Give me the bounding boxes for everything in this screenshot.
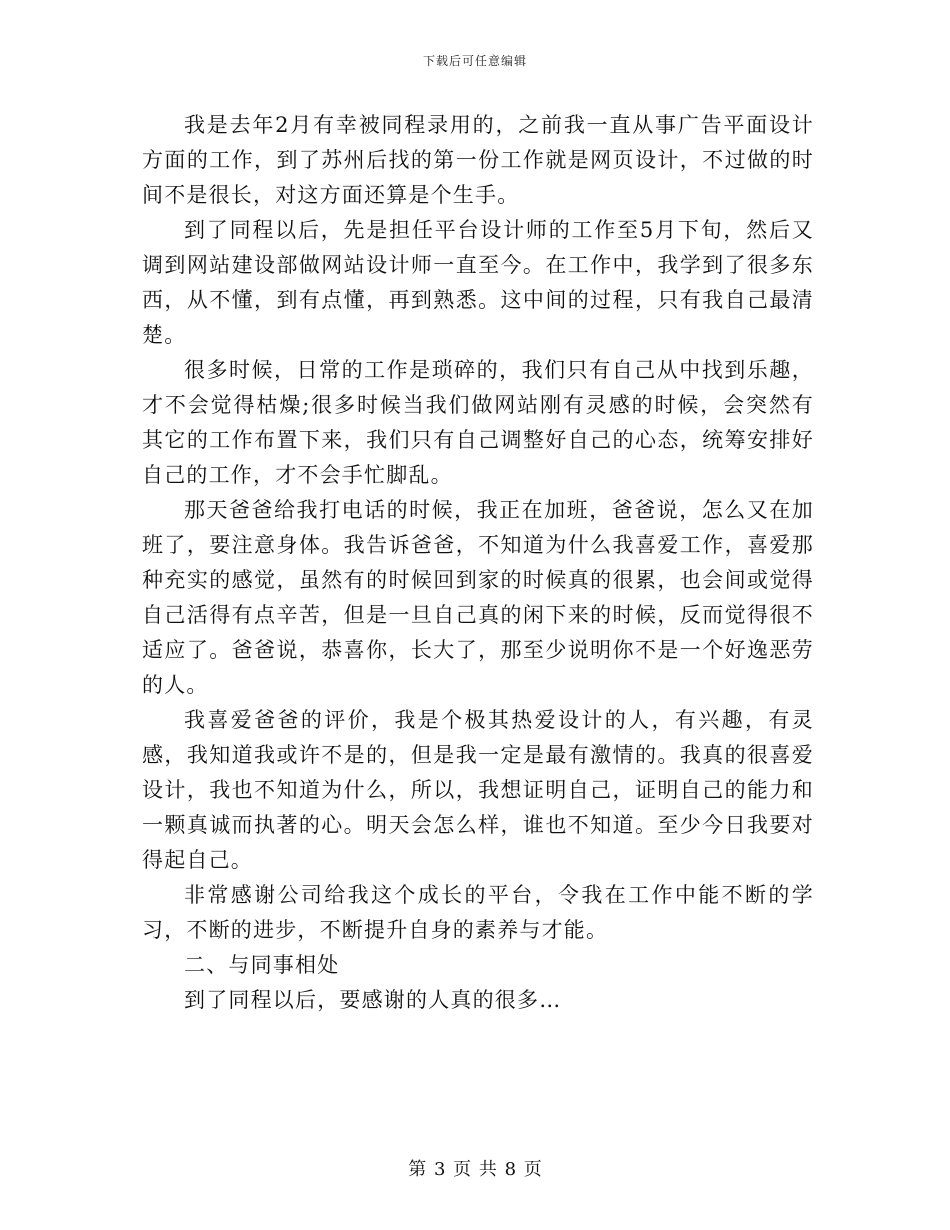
paragraph-father-call: 那天爸爸给我打电话的时候，我正在加班，爸爸说，怎么又在加班了，要注意身体。我告诉爸爸，不知道为什么我喜爱工作，喜爱那种充实的感觉，虽然有的时候回到家的时候真的很累，也会间或觉得自己活得有点辛苦，但是一旦自己真的闲下来的时候，反而觉得很不适应了。爸爸说，恭喜你，长大了，那至少说明你不是一个好逸恶劳的人。 [142,498,814,697]
paragraph-thanks: 非常感谢公司给我这个成长的平台，令我在工作中能不断的学习，不断的进步，不断提升自身的素养与才能。 [142,883,814,942]
paragraph-passion: 我喜爱爸爸的评价，我是个极其热爱设计的人，有兴趣，有灵感，我知道我或许不是的，但是我一定是最有激情的。我真的很喜爱设计，我也不知道为什么，所以，我想证明自己，证明自己的能力和一颗真诚而执著的心。明天会怎么样，谁也不知道。至少今日我要对得起自己。 [142,708,814,872]
paragraph-daily-work: 很多时候，日常的工作是琐碎的，我们只有自己从中找到乐趣，才不会觉得枯燥;很多时候当我们做网站刚有灵感的时候，会突然有其它的工作布置下来，我们只有自己调整好自己的心态，统筹安排好自己的工作，才不会手忙脚乱。 [142,358,814,487]
section-heading-colleagues: 二、与同事相处 [184,953,340,977]
page-number: 第 3 页 共 8 页 [408,1159,542,1180]
paragraph-career: 到了同程以后，先是担任平台设计师的工作至5月下旬，然后又调到网站建设部做网站设计师一直至今。在工作中，我学到了很多东西，从不懂，到有点懂，再到熟悉。这中间的过程，只有我自己最清楚。 [142,218,814,347]
document-body [142,108,814,1018]
paragraph-colleagues: 到了同程以后，要感谢的人真的很多… [184,988,562,1012]
paragraph-intro: 我是去年2月有幸被同程录用的，之前我一直从事广告平面设计方面的工作，到了苏州后找的第一份工作就是网页设计，不过做的时间不是很长，对这方面还算是个生手。 [142,113,814,207]
page-header: 下载后可任意编辑 [422,54,527,68]
